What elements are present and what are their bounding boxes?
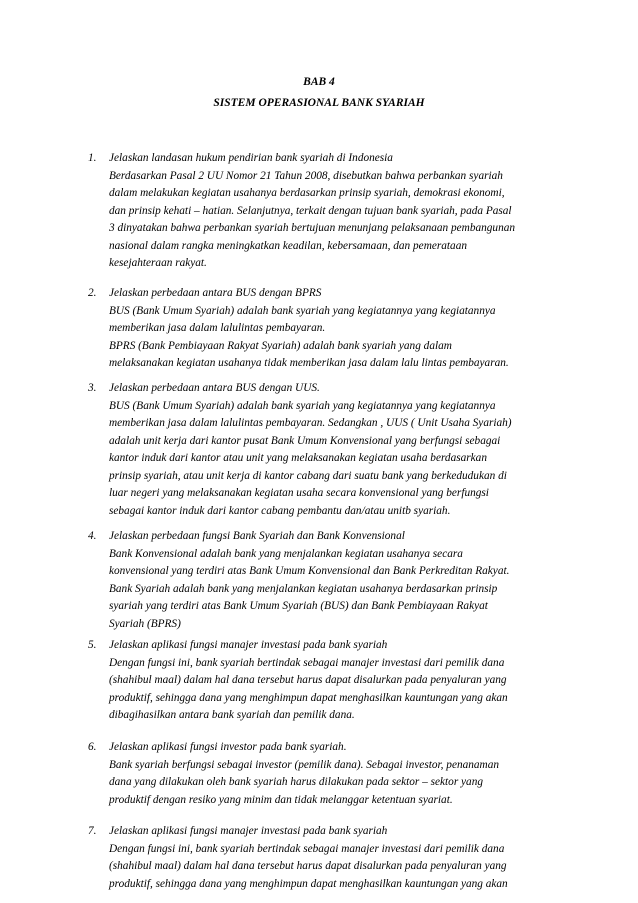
answer-line: Bank syariah berfungsi sebagai investor (pemilik dana). Sebagai investor, penanaman [109,758,500,771]
answer-line: produktif dengan resiko yang minim dan tidak melanggar ketentuan syariat. [109,793,453,806]
question-body [109,380,574,520]
answer-line: dalam melakukan kegiatan usahanya berdasarkan prinsip syariah, demokrasi ekonomi, [109,187,505,199]
question-number: 3. [88,382,97,394]
answer-line: 3 dinyatakan bahwa perbankan syariah bertujuan menunjang pelaksanaan pembangunan [109,222,516,234]
answer-line: kantor induk dari kantor atau unit yang melaksanakan kegiatan usaha berdasarkan [109,452,487,464]
question-body [109,739,574,809]
answer-line: luar negeri yang melaksanakan kegiatan usaha secara konvensional yang berfungsi [109,487,489,499]
answer-line: (shahibul maal) dalam hal dana tersebut harus dapat disalurkan pada penyaluran yang [109,860,507,872]
answer-line: nasional dalam rangka meningkatkan keadilan, kebersamaan, dan pemerataan [109,239,467,252]
question-body [109,285,574,373]
question-text: Jelaskan landasan hukum pendirian bank syariah di Indonesia [109,152,393,164]
answer-line: BPRS (Bank Pembiayaan Rakyat Syariah) adalah bank syariah yang dalam [109,339,452,352]
question-item [89,739,574,809]
answer-line: prinsip syariah, atau unit kerja di kantor cabang dari suatu bank yang berkedudukan di [109,469,507,482]
answer-line: dana yang dilakukan oleh bank syariah harus dilakukan pada sektor – sektor yang [109,776,483,788]
question-body [109,637,574,725]
question-number: 7. [88,825,97,837]
question-text: Jelaskan perbedaan antara BUS dengan BPRS [109,287,322,299]
answer-line: Bank Konvensional adalah bank yang menjalankan kegiatan usahanya secara [109,547,463,560]
question-number: 5. [88,639,97,651]
question-item [89,150,574,273]
answer-line: syariah yang terdiri atas Bank Umum Syariah (BUS) dan Bank Pembiayaan Rakyat [109,600,488,612]
question-body [109,150,574,273]
question-number: 4. [88,530,97,542]
answer-line: Syariah (BPRS) [109,617,181,630]
answer-line: melaksanakan kegiatan usahanya tidak memberikan jasa dalam lalu lintas pembayaran. [109,357,509,369]
question-item [89,528,574,633]
question-item [89,285,574,373]
answer-line: Bank Syariah adalah bank yang menjalankan kegiatan usahanya berdasarkan prinsip [109,582,498,595]
answer-line: Dengan fungsi ini, bank syariah bertindak sebagai manajer investasi dari pemilik dana [109,656,505,669]
chapter-heading: BAB 4 [303,76,335,88]
answer-line: Berdasarkan Pasal 2 UU Nomor 21 Tahun 2008, disebutkan bahwa perbankan syariah [109,169,503,182]
question-number: 6. [88,741,97,753]
question-text: Jelaskan aplikasi fungsi manajer investasi pada bank syariah [109,639,388,651]
answer-line: dibagihasilkan antara bank syariah dan pemilik dana. [109,709,355,721]
answer-line: (shahibul maal) dalam hal dana tersebut harus dapat disalurkan pada penyaluran yang [109,674,507,686]
question-number: 2. [88,287,97,299]
answer-line: sebagai kantor induk dari kantor cabang pembantu dan/atau unitb syariah. [109,504,451,517]
answer-line: BUS (Bank Umum Syariah) adalah bank syariah yang kegiatannya yang kegiatannya [109,399,496,412]
answer-line: adalah unit kerja dari kantor pusat Bank Umum Konvensional yang berfungsi sebagai [109,434,501,447]
answer-line: kesejahteraan rakyat. [109,257,207,269]
question-text: Jelaskan perbedaan fungsi Bank Syariah dan Bank Konvensional [109,530,405,542]
answer-line: produktif, sehingga dana yang menghimpun dapat menghasilkan kauntungan yang akan [109,691,508,704]
question-body [109,528,574,633]
answer-line: memberikan jasa dalam lalulintas pembayaran. [109,322,326,334]
question-text: Jelaskan aplikasi fungsi manajer investasi pada bank syariah [109,825,388,837]
question-text: Jelaskan aplikasi fungsi investor pada bank syariah. [109,741,347,753]
question-text: Jelaskan perbedaan antara BUS dengan UUS. [109,382,320,394]
chapter-title: SISTEM OPERASIONAL BANK SYARIAH [213,97,425,109]
question-item [89,380,574,520]
answer-line: dan prinsip kehati – hatian. Selanjutnya, terkait dengan tujuan bank syariah, pada Pasal [109,204,512,217]
answer-line: produktif, sehingga dana yang menghimpun dapat menghasilkan kauntungan yang akan [109,877,508,890]
answer-line: konvensional yang terdiri atas Bank Umum Konvensional dan Bank Perkreditan Rakyat. [109,565,510,577]
question-item [89,637,574,725]
question-number: 1. [88,152,97,164]
question-item [89,823,574,893]
answer-line: memberikan jasa dalam lalulintas pembayaran. Sedangkan , UUS ( Unit Usaha Syariah) [109,417,512,429]
question-body [109,823,574,893]
answer-line: BUS (Bank Umum Syariah) adalah bank syariah yang kegiatannya yang kegiatannya [109,304,496,317]
answer-line: Dengan fungsi ini, bank syariah bertindak sebagai manajer investasi dari pemilik dana [109,842,505,855]
